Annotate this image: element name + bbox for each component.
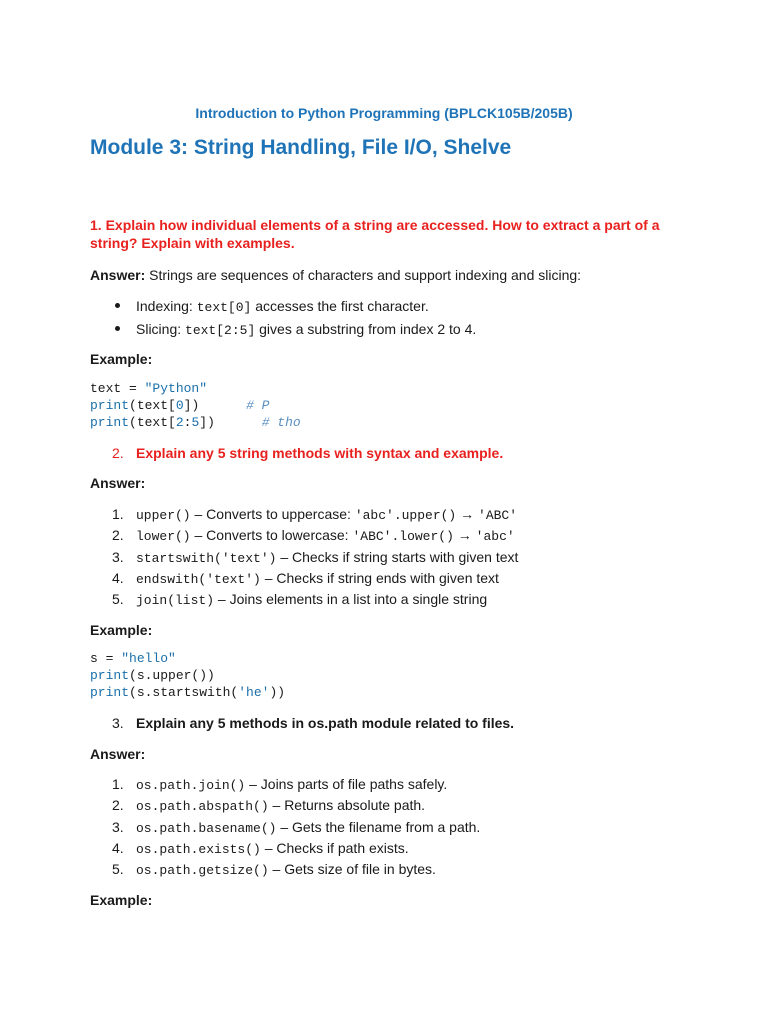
q1-example-label: Example: [90,351,153,367]
list-item: 1. upper() – Converts to uppercase: 'abc'.upper() → 'ABC' [112,506,518,523]
q3-example-label: Example: [90,892,153,908]
q2-code-block: s = "hello" print(s.upper()) print(s.startswith('he')) [90,651,286,700]
q2-example-label: Example: [90,622,153,638]
question-3: 3. Explain any 5 methods in os.path module related to files. [112,715,515,731]
list-item: 5. join(list) – Joins elements in a list into a single string [112,591,488,609]
q3-method-list [112,775,480,881]
list-item: Indexing: text[0] accesses the first character. [108,297,476,320]
q1-code-block: text = "Python" print(text[0]) # P print(text[2:5]) # tho [90,381,301,430]
list-item: 3. os.path.basename() – Gets the filename from a path. [112,818,481,836]
course-title: Introduction to Python Programming (BPLCK105B/205B) [195,105,573,121]
list-item: Slicing: text[2:5] gives a substring from index 2 to 4. [108,320,476,343]
list-item: 5. os.path.getsize() – Gets size of file in bytes. [112,861,436,879]
list-item: 2. os.path.abspath() – Returns absolute path. [112,797,426,815]
question-1: 1. Explain how individual elements of a string are accessed. How to extract a part of a string? Explain with examples. [90,217,660,251]
module-title: Module 3: String Handling, File I/O, Shelve [90,136,512,159]
list-item: 4. endswith('text') – Checks if string ends with given text [112,569,499,587]
q3-answer-label: Answer: [90,746,146,762]
answer-text: Strings are sequences of characters and support indexing and slicing: [145,267,582,283]
list-item: 1. os.path.join() – Joins parts of file paths safely. [112,776,448,793]
answer-label: Answer: [90,267,146,283]
list-item: 4. os.path.exists() – Checks if path exists. [112,839,409,857]
question-2: 2. Explain any 5 string methods with syntax and example. [112,445,504,461]
q1-answer [90,266,581,284]
list-item: 3. startswith('text') – Checks if string starts with given text [112,548,519,566]
q2-answer-label: Answer: [90,475,146,491]
list-item: 2. lower() – Converts to lowercase: 'ABC'.lower() → 'abc' [112,527,515,545]
q1-bullet-list [108,297,476,343]
q2-method-list [112,505,518,611]
